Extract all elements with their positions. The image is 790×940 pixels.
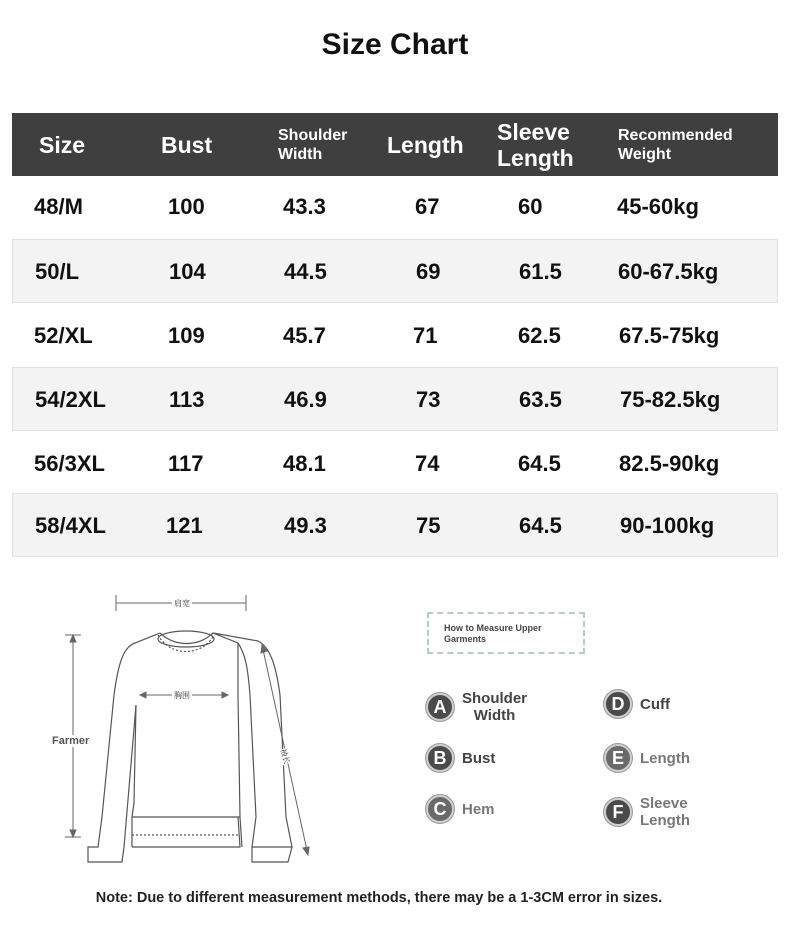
cell-size: 48/M [34,194,83,219]
sleeve-measure-label: 袖长 [278,747,292,766]
header-recommended-weight [618,113,733,176]
legend-item-bust [426,744,495,772]
cell-weight: 75-82.5kg [620,387,721,412]
chest-measure-label: 胸围 [174,691,190,700]
legend-item-cuff [604,690,670,718]
cell-length: 67 [415,194,440,219]
header-sleeve-line2: Length [497,144,574,171]
shoulder-measure-label: 肩宽 [174,599,190,608]
legend-label [640,795,690,829]
cell-sleeve: 64.5 [519,513,562,538]
cell-size: 56/3XL [34,451,105,476]
cell-weight: 67.5-75kg [619,323,720,348]
letter-a-icon: A [426,693,454,721]
cell-shoulder: 43.3 [283,194,326,219]
measurement-note: Note: Due to different measurement methods, there may be a 1-3CM error in sizes. [95,890,663,906]
legend-item-shoulder-width [426,690,527,724]
header-length: Length [387,131,464,158]
table-row [12,175,778,239]
how-to-line1: How to Measure Upper [444,623,542,633]
cell-length: 69 [416,259,441,284]
header-weight-line2: Weight [618,145,672,163]
cell-weight: 90-100kg [620,513,715,538]
header-sleeve-line1: Sleeve [497,118,570,145]
cell-shoulder: 44.5 [284,259,327,284]
how-to-line2: Garments [444,634,487,644]
legend-line1: Shoulder [462,690,528,707]
header-shoulder-line2: Width [278,145,323,163]
cell-size: 54/2XL [35,387,106,412]
cell-bust: 117 [168,451,204,476]
cell-length: 71 [413,323,438,348]
header-shoulder-line1: Shoulder [278,126,348,144]
legend-line2: Width [473,707,516,724]
legend-line2: Length [640,812,690,829]
legend-item-length [604,744,690,772]
cell-sleeve: 60 [518,194,543,219]
legend-item-hem [426,795,495,823]
table-row [12,304,778,368]
cell-size: 50/L [35,259,80,284]
cell-bust: 100 [168,194,205,219]
cell-weight: 82.5-90kg [619,451,720,476]
table-row [12,239,778,303]
cell-bust: 109 [168,323,205,348]
table-row [12,432,778,496]
legend-item-sleeve-length [604,795,690,829]
header-sleeve-length [497,113,574,176]
legend-label: Length [640,749,690,767]
cell-shoulder: 46.9 [284,387,327,412]
header-bust: Bust [161,131,213,158]
cell-bust: 113 [169,387,205,412]
cell-shoulder: 45.7 [283,323,326,348]
cell-length: 73 [416,387,441,412]
cell-sleeve: 63.5 [519,387,562,412]
table-row [12,367,778,431]
garment-diagram [40,585,340,875]
page-title: Size Chart [321,28,469,61]
cell-size: 52/XL [34,323,93,348]
legend-line1: Sleeve [640,795,688,812]
cell-shoulder: 49.3 [284,513,327,538]
table-row [12,493,778,557]
how-to-measure-box [427,612,585,654]
header-size: Size [39,131,86,158]
header-shoulder-width [278,113,347,176]
legend-label: Cuff [640,695,670,713]
legend-label [462,690,527,724]
legend-label: Hem [462,800,495,818]
letter-f-icon: F [604,798,632,826]
cell-sleeve: 64.5 [518,451,561,476]
table-header [12,113,778,176]
letter-d-icon: D [604,690,632,718]
cell-sleeve: 62.5 [518,323,561,348]
letter-e-icon: E [604,744,632,772]
letter-b-icon: B [426,744,454,772]
cell-length: 74 [415,451,440,476]
letter-c-icon: C [426,795,454,823]
cell-bust: 104 [169,259,206,284]
cell-weight: 60-67.5kg [618,259,719,284]
cell-sleeve: 61.5 [519,259,562,284]
cell-length: 75 [416,513,441,538]
length-measure-label: Farmer [52,735,90,747]
cell-shoulder: 48.1 [283,451,326,476]
cell-bust: 121 [166,513,203,538]
legend-label: Bust [462,749,496,767]
cell-weight: 45-60kg [617,194,699,219]
sweater-illustration [40,585,340,875]
header-weight-line1: Recommended [618,126,733,144]
cell-size: 58/4XL [35,513,106,538]
